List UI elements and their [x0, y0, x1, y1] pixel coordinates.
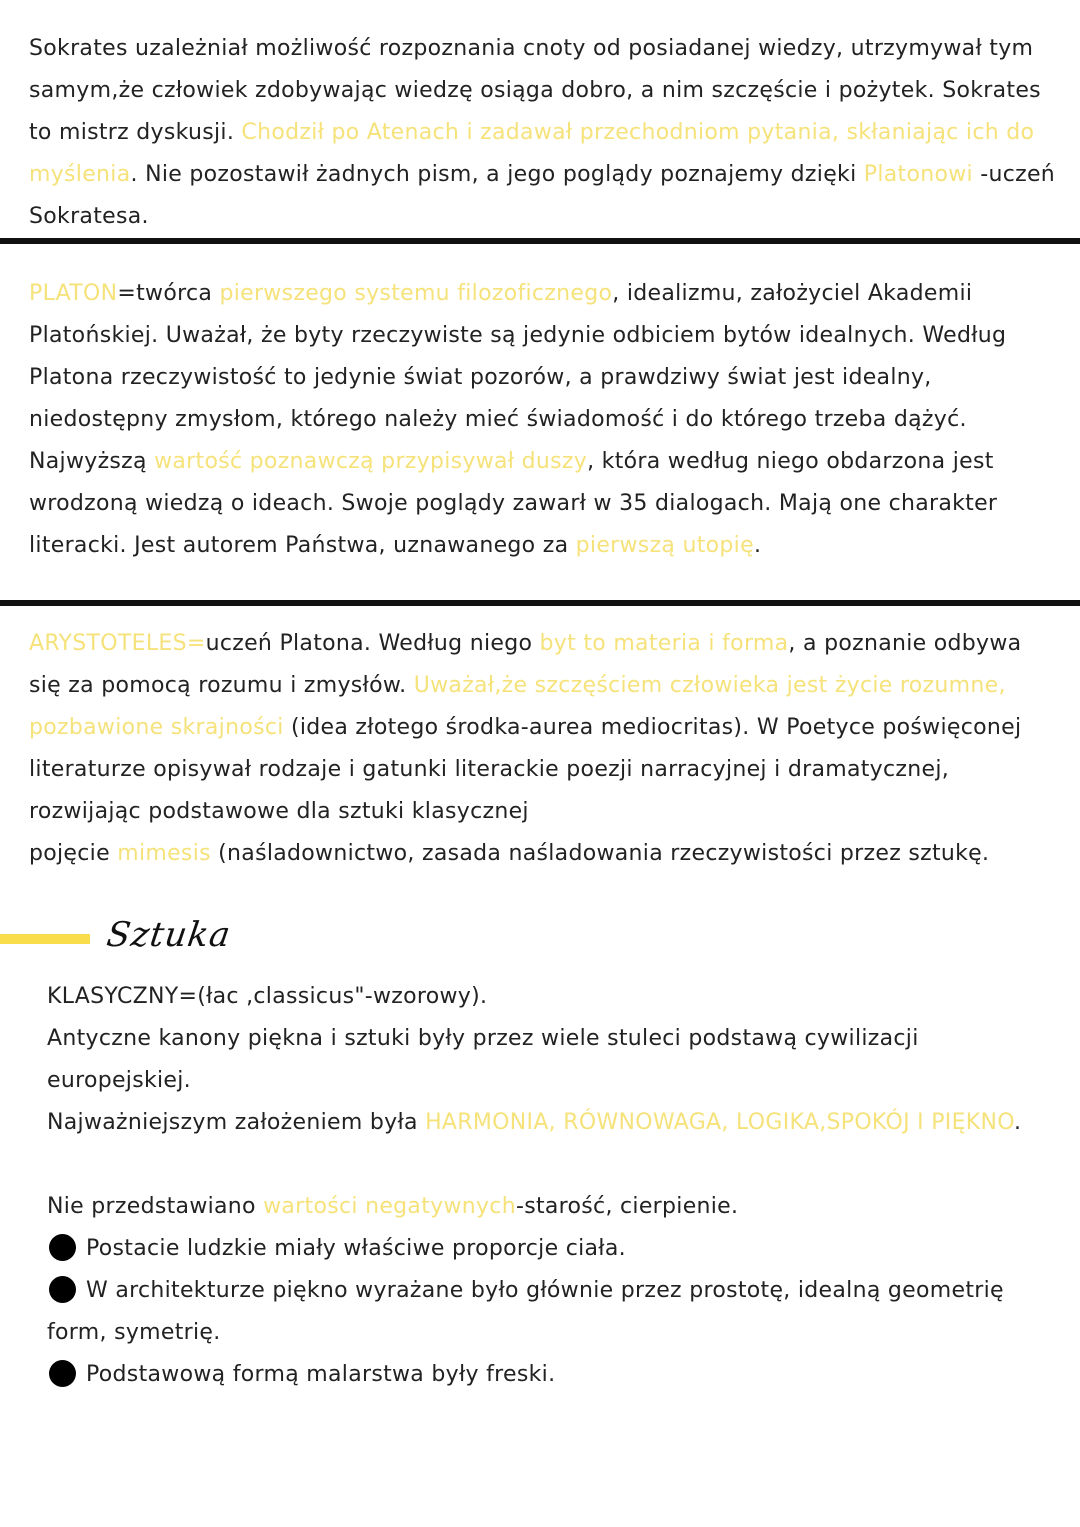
- bullet-dot-icon: [49, 1360, 76, 1387]
- platon-text-1: =twórca: [117, 281, 220, 306]
- platon-text-3: , która według niego obdarzona jest wrodzoną wiedzą o ideach. Swoje poglądy zawarł w 35 dialogach. Mają one charakter literacki. Jest autorem Państwa, uznawanego za: [29, 449, 998, 558]
- arystoteles-text-3: (idea złotego środka-aurea mediocritas). W Poetyce poświęconej literaturze opisywał rodzaje i gatunki literackie poezji narracyjnej i dramatycznej, rozwijając podstawowe dla sztuki klasycznej: [29, 715, 1022, 824]
- arystoteles-text-5: (naśladownictwo, zasada naśladowania rzeczywistości przez sztukę.: [210, 841, 990, 866]
- platon-highlight-1: PLATON: [29, 281, 118, 306]
- platon-highlight-2: pierwszego systemu filozoficznego: [219, 281, 613, 306]
- sokrates-text-3: -uczeń Sokratesa.: [29, 162, 1056, 229]
- arystoteles-highlight-3: Uważał,że szczęściem człowieka jest życie rozumne, pozbawione skrajności: [29, 673, 1006, 740]
- zalozenie-text: [47, 1102, 1047, 1144]
- platon-highlight-3: wartość poznawczą przypisywał duszy: [154, 449, 588, 474]
- arystoteles-highlight-2: byt to materia i forma: [539, 631, 789, 656]
- sztuka-heading: Sztuka: [104, 915, 234, 955]
- list-item: [47, 1354, 1047, 1396]
- platon-paragraph: [29, 273, 1059, 567]
- platon-highlight-4: pierwszą utopię: [575, 533, 754, 558]
- list-item-text: Postacie ludzkie miały właściwe proporcje ciała.: [86, 1236, 626, 1261]
- bullet-dot-icon: [49, 1276, 76, 1303]
- arystoteles-text-1: uczeń Platona. Według niego: [205, 631, 540, 656]
- negatywne-highlight: wartości negatywnych: [263, 1194, 516, 1219]
- list-item: [47, 1228, 1047, 1270]
- arystoteles-text-4: pojęcie: [29, 841, 118, 866]
- arystoteles-paragraph: [29, 623, 1059, 875]
- negatywne-text-1: Nie przedstawiano: [47, 1194, 264, 1219]
- section-accent-bar: [0, 934, 90, 944]
- list-item: [47, 1270, 1047, 1354]
- sokrates-highlight-1: Chodził po Atenach i zadawał przechodniom pytania, skłaniając ich do myślenia: [29, 120, 1035, 187]
- sokrates-paragraph: [29, 28, 1059, 238]
- sokrates-text-1: Sokrates uzależniał możliwość rozpoznania cnoty od posiadanej wiedzy, utrzymywał tym samym,że człowiek zdobywając wiedzę osiąga dobro, a nim szczęście i pożytek. Sokrates to mistrz dyskusji.: [29, 36, 1041, 145]
- section-divider: [0, 238, 1080, 244]
- platon-text-4: .: [753, 533, 762, 558]
- sokrates-highlight-2: Platonowi: [863, 162, 973, 187]
- section-divider: [0, 600, 1080, 606]
- list-item-text: Podstawową formą malarstwa były freski.: [86, 1362, 556, 1387]
- negatywne-text: [47, 1186, 1047, 1228]
- zalozenie-highlight: HARMONIA, RÓWNOWAGA, LOGIKA,SPOKÓJ I PIĘKNO: [425, 1110, 1015, 1135]
- arystoteles-highlight-1: ARYSTOTELES=: [29, 631, 206, 656]
- arystoteles-highlight-4: mimesis: [117, 841, 211, 866]
- bullet-dot-icon: [49, 1234, 76, 1261]
- zalozenie-text-2: .: [1014, 1110, 1022, 1135]
- negatywne-text-2: -starość, cierpienie.: [515, 1194, 739, 1219]
- sokrates-text-2: . Nie pozostawił żadnych pism, a jego poglądy poznajemy dzięki: [130, 162, 864, 187]
- list-item-text: W architekturze piękno wyrażane było głównie przez prostotę, idealną geometrię form, symetrię.: [47, 1278, 1004, 1345]
- klasyczny-definition: KLASYCZNY=(łac ,classicus"-wzorowy).: [47, 984, 488, 1009]
- zalozenie-text-1: Najważniejszym założeniem była: [47, 1110, 426, 1135]
- kanony-text: Antyczne kanony piękna i sztuki były przez wiele stuleci podstawą cywilizacji europejskiej.: [47, 1026, 919, 1093]
- arystoteles-text-2: , a poznanie odbywa się za pomocą rozumu i zmysłów.: [29, 631, 1022, 698]
- platon-text-2: , idealizmu, założyciel Akademii Platońskiej. Uważał, że byty rzeczywiste są jedynie odbiciem bytów idealnych. Według Platona rzeczywistość to jedynie świat pozorów, a prawdziwy świat jest idealny, niedostępny zmysłom, którego należy mieć świadomość i do którego trzeba dążyć. Najwyższą: [29, 281, 1007, 474]
